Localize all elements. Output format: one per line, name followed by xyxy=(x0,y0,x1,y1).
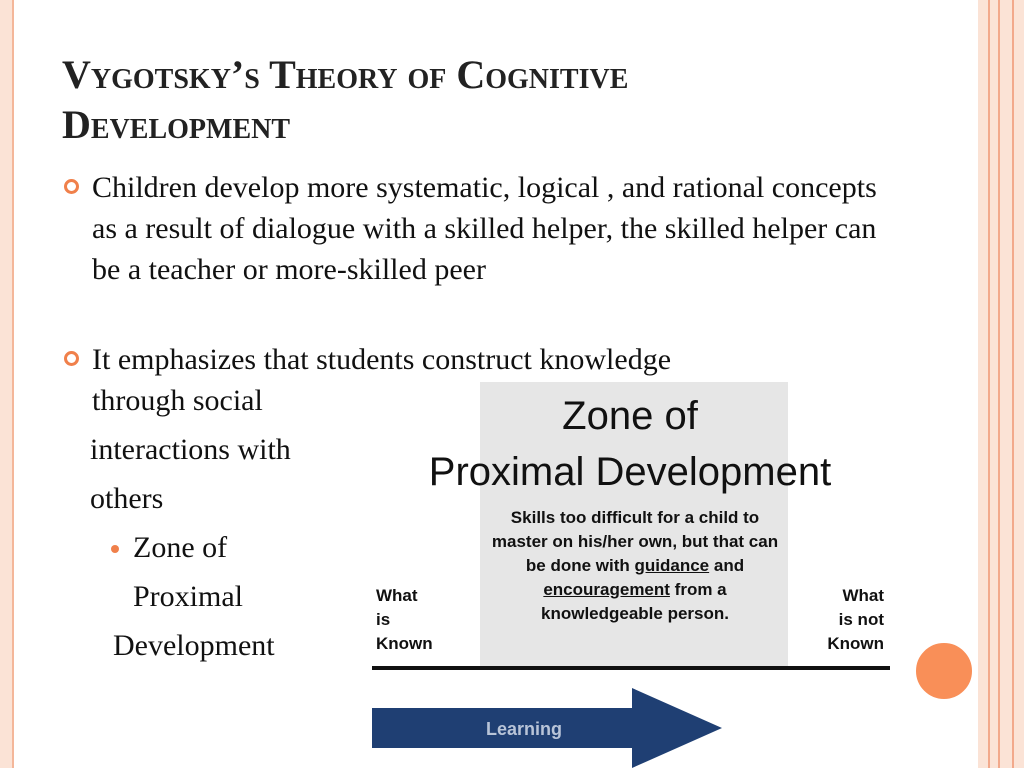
what-is-not-known-label: What is not Known xyxy=(827,586,884,653)
zpd-desc-part-1: Skills too difficult for a child to master on his/her own, but that can be done with xyxy=(491,508,779,575)
zpd-diagram xyxy=(360,380,900,770)
title-line-2: Development xyxy=(62,102,291,147)
left-frame-border xyxy=(0,0,14,768)
zpd-heading-line-1: Zone of xyxy=(562,394,698,438)
learning-arrow xyxy=(372,688,722,768)
what-is-known-label: What is Known xyxy=(376,586,433,653)
sub-bullet-line-2: Proximal xyxy=(133,580,243,613)
bullet-2-line-2: through social xyxy=(92,384,263,417)
zpd-desc-part-2: from a knowledgeable person. xyxy=(541,580,729,623)
slide-title xyxy=(62,50,922,150)
bullet-text: Children develop more systematic, logical , and rational concepts as a result of dialogue with a skilled helper, the skilled helper can be a teacher or more-skilled peer xyxy=(92,171,877,286)
zpd-baseline xyxy=(372,666,890,670)
bullet-2-line-4: others xyxy=(90,482,164,515)
bullet-item-1 xyxy=(92,167,892,290)
zpd-heading-line-2: Proximal Development xyxy=(428,450,832,494)
right-frame-border xyxy=(978,0,1024,768)
frame-line xyxy=(1012,0,1014,768)
bullet-ring-icon xyxy=(64,179,79,194)
bullet-dot-icon xyxy=(111,545,119,553)
zpd-desc-and: and xyxy=(713,556,745,575)
sub-bullet-line-3: Development xyxy=(113,629,275,662)
zpd-description xyxy=(490,506,780,626)
learning-arrow-label: Learning xyxy=(485,719,563,739)
frame-line xyxy=(998,0,1000,768)
zpd-desc-encouragement: encouragement xyxy=(543,580,670,599)
zpd-desc-guidance: guidance xyxy=(634,556,710,575)
bullet-ring-icon xyxy=(64,351,79,366)
bullet-item-2 xyxy=(92,339,892,380)
frame-line xyxy=(988,0,990,768)
bullet-2-line-3: interactions with xyxy=(90,433,291,466)
sub-bullet-line-1: Zone of xyxy=(133,531,228,564)
title-line-1: Vygotsky’s Theory of Cognitive xyxy=(62,52,629,97)
sub-bullet-item xyxy=(133,523,227,572)
decorative-circle xyxy=(913,640,975,702)
bullet-text: It emphasizes that students construct knowledge xyxy=(92,343,672,376)
